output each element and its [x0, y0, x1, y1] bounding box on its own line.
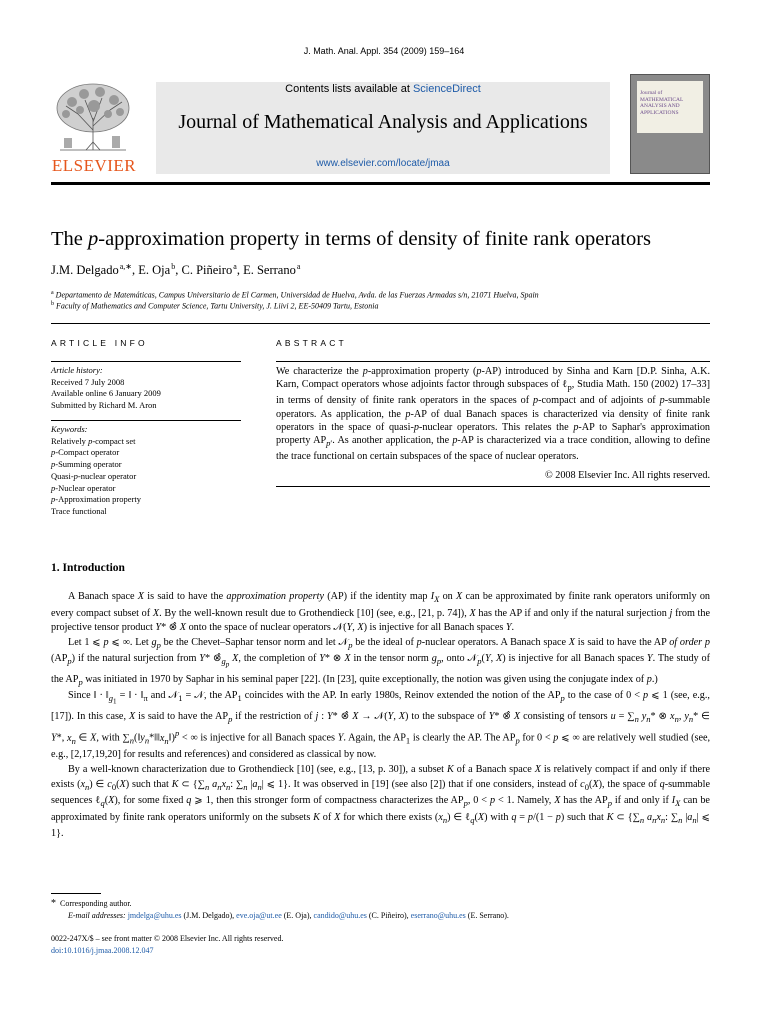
author-affil-mark[interactable]: a	[233, 262, 237, 271]
intro-paragraph: Since ‖ · $‖_{g_1}$ = ‖ · $‖_\pi$ and 𝒩$_1$ = 𝒩, the $AP_1$ coincides with the AP. In early 1980s, Reinov extended the notion of the $AP_p$ to the case of 0 < p ⩽ 1 (see, e.g., [17]). In this case, X is said to have the $AP_p$ if the restriction of j : Y* ⊗̂ X → 𝒩(Y, X) to the subspace of Y* ⊗̂ X consisting of tensors $u = \sum_n$ $y_n*$ ⊗ $x_n$, $y_n*$ ∈ Y*, $x_n$ ∈ X, with $\sum_n(‖y_n*‖‖x_n‖)^p$ < ∞ is injective for all Banach spaces Y. Again, the $AP_1$ is clearly the AP. The $AP_p$ for 0 < p ⩽ ∞ are relatively well studied (see, e.g., [2,17,19,20] for results and references) and considered as classical by now.	[51, 690, 711, 761]
header-rule	[51, 182, 710, 185]
footnote-corresponding-text: Corresponding author.	[60, 899, 132, 908]
cover-panel	[637, 81, 703, 133]
keyword-item: Trace functional	[51, 505, 107, 516]
affiliation-b	[51, 301, 379, 311]
author-name: J.M. Delgado	[51, 263, 119, 278]
email-owner: (E. Serrano).	[467, 911, 509, 920]
intro-paragraph: Let 1 ⩽ p ⩽ ∞. Let $g_p$ be the Chevet–Saphar tensor norm and let 𝒩$_p$ be the ideal of p-nuclear operators. A Banach space X is said to have the AP of order p $(AP_p)$ if the natural surjection from Y* $\otimeŝ_{g_p}$ X, the completion of Y* ⊗ X in the tensor norm $g_p$, onto 𝒩$_p$(Y, X) is injective for all Banach spaces Y. The study of the $AP_p$ was initiated in 1970 by Saphar in his seminal paper [22]. (In [23], quite exceptionally, the notion was given using the conjugate index of p.)	[51, 636, 711, 687]
email-link[interactable]: eserrano@uhu.es	[410, 911, 466, 920]
keywords-label: Keywords:	[51, 424, 88, 434]
abstract-text: We characterize the p-approximation property (p-AP) introduced by Sinha and Karn [D.P. Sinha, A.K. Karn, Compact operators whose adjoints factor through subspaces of ℓ$_p$, Studia Math. 150 (2002) 17–33] in terms of density of finite rank operators in the spaces of p-compact and of adjoints of p-summable operators. As application, the p-AP of dual Banach spaces is characterized via density of finite rank operators in the space of quasi-p-nuclear operators. This relates the p-AP to Saphar's approximation property $AP_{p'}$. As another application, the p-AP is characterized via a trace condition, allowing to define the trace functional on certain subspaces of the space of nuclear operators.	[276, 366, 711, 463]
history-submitted: Submitted by Richard M. Aron	[51, 400, 157, 411]
author-name: E. Oja	[138, 263, 171, 278]
journal-citation: J. Math. Anal. Appl. 354 (2009) 159–164	[303, 46, 465, 56]
footnote-star: *	[51, 898, 56, 909]
email-link[interactable]: candido@uhu.es	[313, 911, 367, 920]
author-affil-mark[interactable]: a	[296, 262, 301, 271]
email-owner: (E. Oja)	[283, 911, 310, 920]
keyword-item: Relatively p-compact set	[51, 435, 136, 446]
keyword-item: Quasi-p-nuclear operator	[51, 470, 137, 481]
abstract-copyright: © 2008 Elsevier Inc. All rights reserved.	[544, 470, 710, 481]
author-affil-mark[interactable]: b	[171, 262, 176, 271]
abstract-rule	[276, 361, 710, 362]
doi-link[interactable]: doi:10.1016/j.jmaa.2008.12.047	[51, 946, 154, 955]
section-heading-introduction: 1. Introduction	[51, 562, 125, 574]
keyword-item: p-Approximation property	[51, 494, 141, 505]
keywords-block	[51, 424, 251, 518]
affil-mark: a	[51, 290, 54, 296]
sciencedirect-link[interactable]: ScienceDirect	[412, 83, 481, 95]
journal-url-link[interactable]: www.elsevier.com/locate/jmaa	[316, 158, 450, 169]
email-link[interactable]: eve.oja@ut.ee	[236, 911, 282, 920]
contents-prefix: Contents lists available at	[285, 83, 413, 95]
article-history	[51, 365, 251, 412]
email-owner: (J.M. Delgado)	[183, 911, 233, 920]
abstract-heading: ABSTRACT	[276, 338, 347, 348]
elsevier-tree-icon	[50, 80, 136, 154]
history-label: Article history:	[51, 365, 103, 375]
history-online: Available online 6 January 2009	[51, 388, 161, 399]
footnote-corresponding	[51, 898, 132, 909]
publisher-name: ELSEVIER	[51, 156, 137, 175]
intro-paragraph: By a well-known characterization due to Grothendieck [10] (see, e.g., [13, p. 30]), a subset K of a Banach space X is relatively compact if and only if there exists $(x_n)$ ∈ $c_0(X)$ such that K ⊂ {$\sum_n$ $a_nx_n$: $\sum_n$ $|a_n|$ ⩽ 1}. It was observed in [19] (see also [2]) that if one considers, instead of $c_0(X)$, the space of q-summable sequences ℓ$_q$(X), for some fixed q ⩾ 1, then this stronger form of compactness characterizes the $AP_p$, 0 < p < 1. Namely, X has the $AP_p$ if and only if $I_X$ can be approximated by finite rank operators uniformly on the subsets K of X for which there exists $(x_n)$ ∈ ℓ$_q$(X) with q = p/(1 − p) such that K ⊂ {$\sum_n$ $a_nx_n$: $\sum_n$ $|a_n|$ ⩽ 1}.	[51, 763, 711, 840]
affiliation-a	[51, 290, 539, 300]
affil-text: Faculty of Mathematics and Computer Science, Tartu University, J. Liivi 2, EE-50409 Tartu, Estonia	[56, 301, 379, 311]
front-matter-issn: 0022-247X/$ – see front matter © 2008 Elsevier Inc. All rights reserved.	[51, 934, 284, 943]
keyword-item: p-Nuclear operator	[51, 482, 116, 493]
journal-cover-image	[630, 74, 710, 174]
email-link[interactable]: jmdelga@uhu.es	[127, 911, 182, 920]
paper-title: The p-approximation property in terms of density of finite rank operators	[51, 228, 652, 250]
footnote-emails: E-mail addresses: jmdelga@uhu.es (J.M. Delgado), eve.oja@ut.ee (E. Oja), candido@uhu.es (C. Piñeiro), eserrano@uhu.es (E. Serrano).	[68, 911, 509, 920]
info-rule-top	[51, 361, 241, 362]
article-info-heading: ARTICLE INFO	[51, 338, 148, 348]
footnote-rule	[51, 893, 101, 894]
author-name: E. Serrano	[243, 263, 296, 278]
info-rule-mid	[51, 420, 241, 421]
cover-title: Journal of MATHEMATICAL ANALYSIS AND APPLICATIONS	[640, 90, 684, 116]
title-rule	[51, 323, 710, 324]
author-affil-mark[interactable]: a,∗	[119, 262, 133, 271]
affil-text: Departamento de Matemáticas, Campus Universitario de El Carmen, Universidad de Huelva, Avda. de las Fuerzas Armadas s/n, 21071 Huelva, Spain	[55, 290, 539, 300]
keyword-item: p-Summing operator	[51, 459, 122, 470]
abstract-bottom-rule	[276, 486, 710, 487]
introduction-body	[51, 590, 710, 842]
elsevier-logo	[50, 80, 138, 178]
affil-mark: b	[51, 301, 54, 307]
author-name: C. Piñeiro	[181, 263, 233, 278]
journal-banner	[156, 82, 610, 174]
history-received: Received 7 July 2008	[51, 376, 125, 387]
contents-line	[156, 83, 610, 95]
email-owner: (C. Piñeiro)	[368, 911, 407, 920]
author-list: J.M. Delgado $^{a,∗}$, E. Oja $^b$, C. Piñeiro $^a$, E. Serrano $^a$	[51, 262, 301, 278]
intro-paragraph: A Banach space X is said to have the approximation property (AP) if the identity map $I_X$ on X can be approximated by finite rank operators uniformly on every compact subset of X. By the well-known result due to Grothendieck [10] (see, e.g., [21, p. 74]), X has the AP if and only if the natural surjection j from the projective tensor product Y* ⊗̂ X onto the space of nuclear operators 𝒩(Y, X) is injective for all Banach spaces Y.	[51, 591, 711, 634]
keyword-item: p-Compact operator	[51, 447, 120, 458]
journal-title: Journal of Mathematical Analysis and Applications	[178, 111, 588, 133]
email-label: E-mail addresses:	[68, 911, 126, 920]
